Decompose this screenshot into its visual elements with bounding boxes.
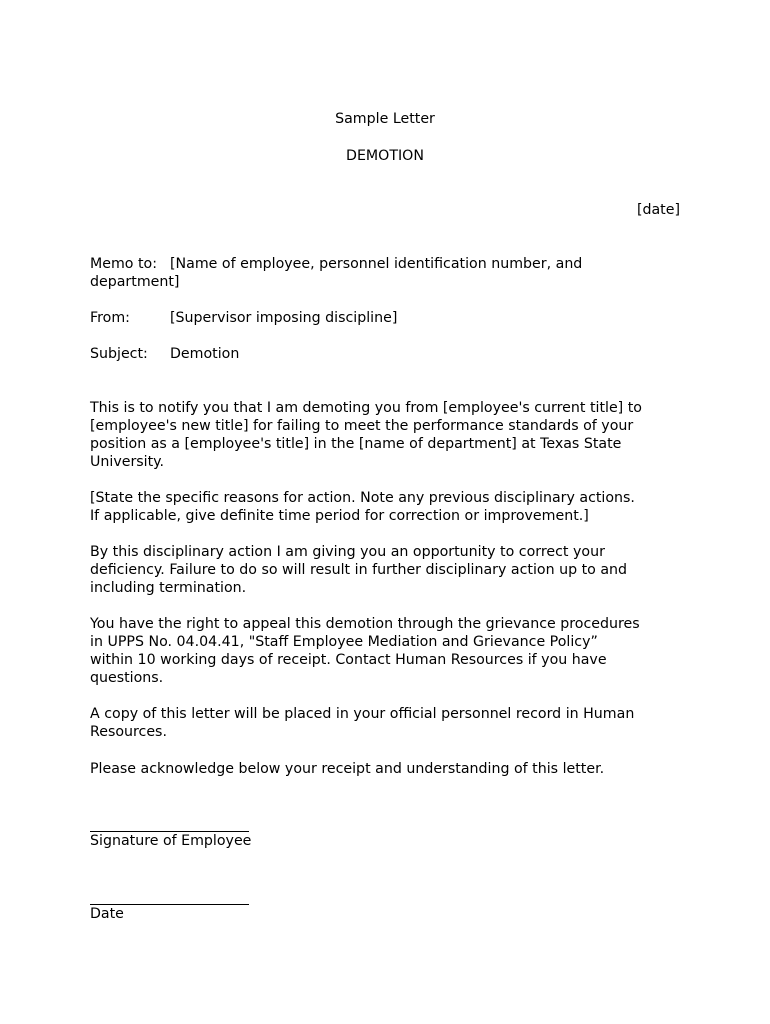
memo-subject-label: Subject: bbox=[90, 346, 148, 362]
paragraph-line: A copy of this letter will be placed in your official personnel record in Human bbox=[90, 706, 635, 722]
memo-to-value-line2: department] bbox=[90, 274, 180, 290]
body-paragraph-acknowledge bbox=[90, 760, 690, 778]
paragraph-line: By this disciplinary action I am giving you an opportunity to correct your bbox=[90, 544, 605, 560]
body-paragraph-notice bbox=[90, 399, 690, 471]
paragraph-line: deficiency. Failure to do so will result in further disciplinary action up to and bbox=[90, 562, 628, 578]
body-paragraph-reasons bbox=[90, 489, 690, 525]
paragraph-line: Please acknowledge below your receipt and understanding of this letter. bbox=[90, 761, 605, 777]
memo-to-label: Memo to: bbox=[90, 256, 158, 272]
body-paragraph-opportunity bbox=[90, 543, 690, 597]
letter-title: Sample Letter bbox=[335, 111, 435, 127]
body-paragraph-record bbox=[90, 705, 690, 741]
paragraph-line: questions. bbox=[90, 670, 164, 686]
paragraph-line: Resources. bbox=[90, 724, 167, 740]
date-placeholder: [date] bbox=[636, 202, 680, 218]
paragraph-line: University. bbox=[90, 454, 165, 470]
date-signature-label: Date bbox=[90, 906, 124, 922]
paragraph-line: You have the right to appeal this demotion through the grievance procedures bbox=[90, 616, 640, 632]
employee-signature-label: Signature of Employee bbox=[90, 833, 252, 849]
paragraph-line: This is to notify you that I am demoting you from [employee's current title] to bbox=[90, 400, 642, 416]
paragraph-line: including termination. bbox=[90, 580, 247, 596]
paragraph-line: [State the specific reasons for action. Note any previous disciplinary actions. bbox=[90, 490, 635, 506]
paragraph-line: If applicable, give definite time period for correction or improvement.] bbox=[90, 508, 589, 524]
memo-subject-value: Demotion bbox=[170, 346, 240, 362]
paragraph-line: position as a [employee's title] in the [name of department] at Texas State bbox=[90, 436, 622, 452]
paragraph-line: [employee's new title] for failing to meet the performance standards of your bbox=[90, 418, 634, 434]
paragraph-line: in UPPS No. 04.04.41, "Staff Employee Mediation and Grievance Policy” bbox=[90, 634, 598, 650]
paragraph-line: within 10 working days of receipt. Contact Human Resources if you have bbox=[90, 652, 607, 668]
memo-from-value: [Supervisor imposing discipline] bbox=[170, 310, 398, 326]
memo-to-value-line1: [Name of employee, personnel identification number, and bbox=[170, 256, 583, 272]
body-paragraph-appeal bbox=[90, 615, 690, 687]
memo-from-label: From: bbox=[90, 310, 130, 326]
letter-subtitle: DEMOTION bbox=[346, 148, 424, 164]
